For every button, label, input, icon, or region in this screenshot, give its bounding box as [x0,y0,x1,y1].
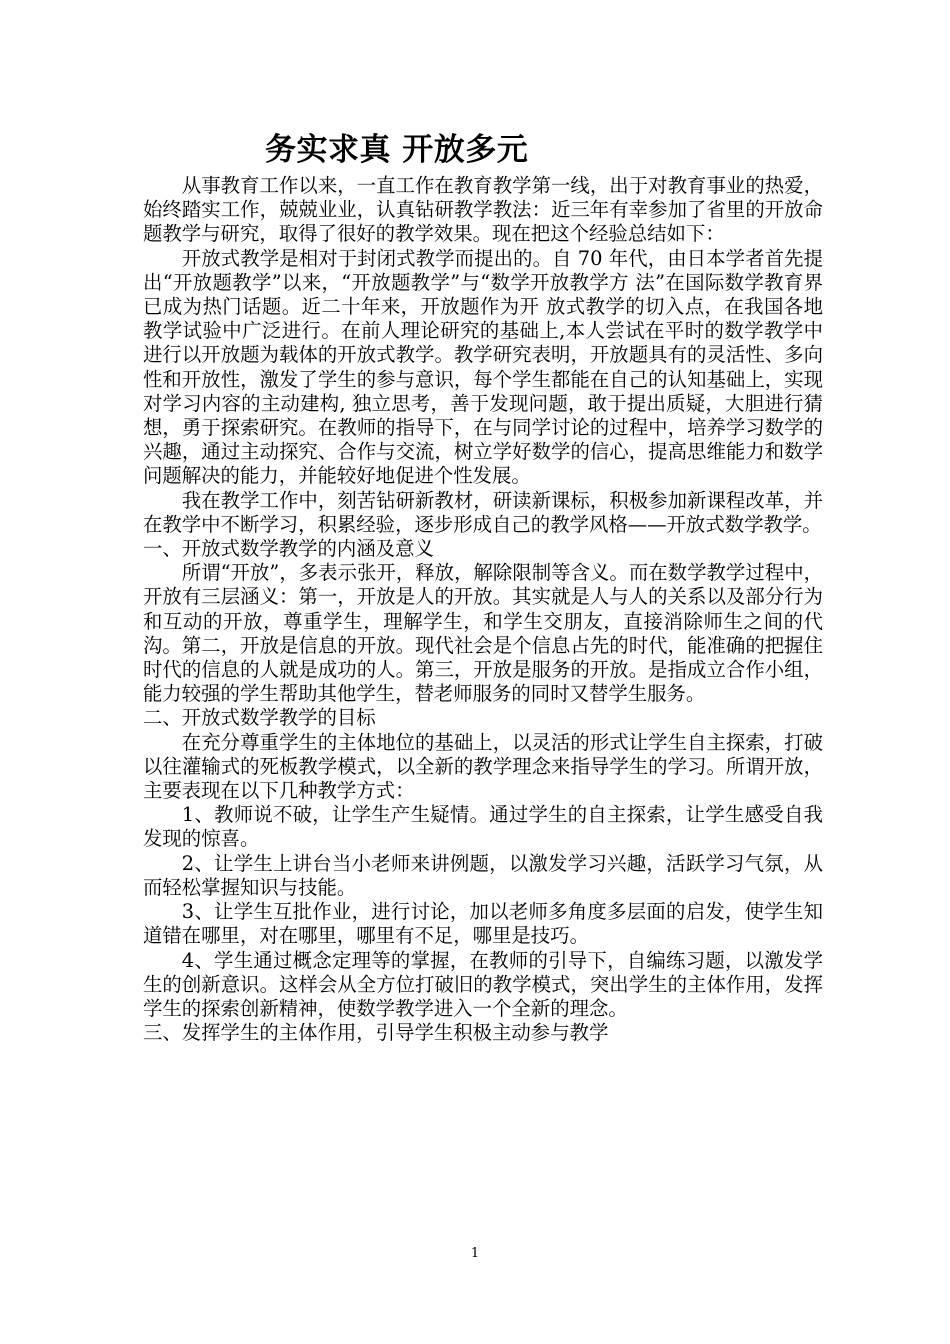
section-heading-2: 二、开放式数学教学的目标 [143,706,376,730]
paragraph-open-teaching: 开放式教学是相对于封闭式教学而提出的。自 70 年代，由日本学者首先提出“开放题教学”以来，“开放题教学”与“数学开放教学方 法”在国际数学教育界已成为热门话题。近二十年来，开放题作为开 放式教学的切入点，在我国各地教学试验中广泛进行。在前人理论研究的基础上,本人尝试在平时的数学教学中进行以开放题为载体的开放式教学。教学研究表明，开放题具有的灵活性、多向性和开放性，激发了学生的参与意识，每个学生都能在自己的认知基础上，实现对学习内容的主动建构, 独立思考，善于发现问题，敢于提出质疑，大胆进行猜想，勇于探索研究。在教师的指导下，在与同学讨论的过程中，培养学习数学的兴趣，通过主动探究、合作与交流，树立学好数学的信心，提高思维能力和数学问题解决的能力，并能较好地促进个性发展。 [143,246,823,488]
section-heading-1: 一、开放式数学教学的内涵及意义 [143,537,434,561]
section-heading-3: 三、发挥学生的主体作用，引导学生积极主动参与教学 [143,1021,609,1045]
paragraph-teaching-style: 我在教学工作中，刻苦钻研新教材，研读新课标，积极参加新课程改革，并在教学中不断学习，积累经验，逐步形成自己的教学风格——开放式数学教学。 [143,488,823,536]
list-item-2: 2、让学生上讲台当小老师来讲例题，以激发学习兴趣，活跃学习气氛，从而轻松掌握知识与技能。 [143,851,823,899]
list-item-4: 4、学生通过概念定理等的掌握，在教师的引导下，自编练习题，以激发学生的创新意识。这样会从全方位打破旧的教学模式，突出学生的主体作用，发挥学生的探索创新精神，使数学教学进入一个全新的理念。 [143,948,823,1020]
document-body [143,174,823,1045]
paragraph-meaning: 所谓“开放”，多表示张开，释放，解除限制等含义。而在数学教学过程中，开放有三层涵义：第一，开放是人的开放。其实就是人与人的关系以及部分行为和互动的开放，尊重学生，理解学生，和学生交朋友，直接消除师生之间的代沟。第二，开放是信息的开放。现代社会是个信息占先的时代，能准确的把握住时代的信息的人就是成功的人。第三，开放是服务的开放。是指成立合作小组，能力较强的学生帮助其他学生，替老师服务的同时又替学生服务。 [143,561,823,706]
list-item-1: 1、教师说不破，让学生产生疑情。通过学生的自主探索，让学生感受自我发现的惊喜。 [143,803,823,851]
document-title: 务实求真 开放多元 [265,132,529,168]
list-item-3: 3、让学生互批作业，进行讨论，加以老师多角度多层面的启发，使学生知道错在哪里，对在哪里，哪里有不足，哪里是技巧。 [143,900,823,948]
paragraph-goals: 在充分尊重学生的主体地位的基础上，以灵活的形式让学生自主探索，打破以往灌输式的死板教学模式，以全新的教学理念来指导学生的学习。所谓开放，主要表现在以下几种教学方式： [143,730,823,803]
paragraph-intro: 从事教育工作以来，一直工作在教育教学第一线，出于对教育事业的热爱，始终踏实工作，兢兢业业，认真钻研教学教法：近三年有幸参加了省里的开放命题教学与研究，取得了很好的教学效果。现在把这个经验总结如下： [143,174,823,246]
page-number: 1 [470,1246,480,1261]
